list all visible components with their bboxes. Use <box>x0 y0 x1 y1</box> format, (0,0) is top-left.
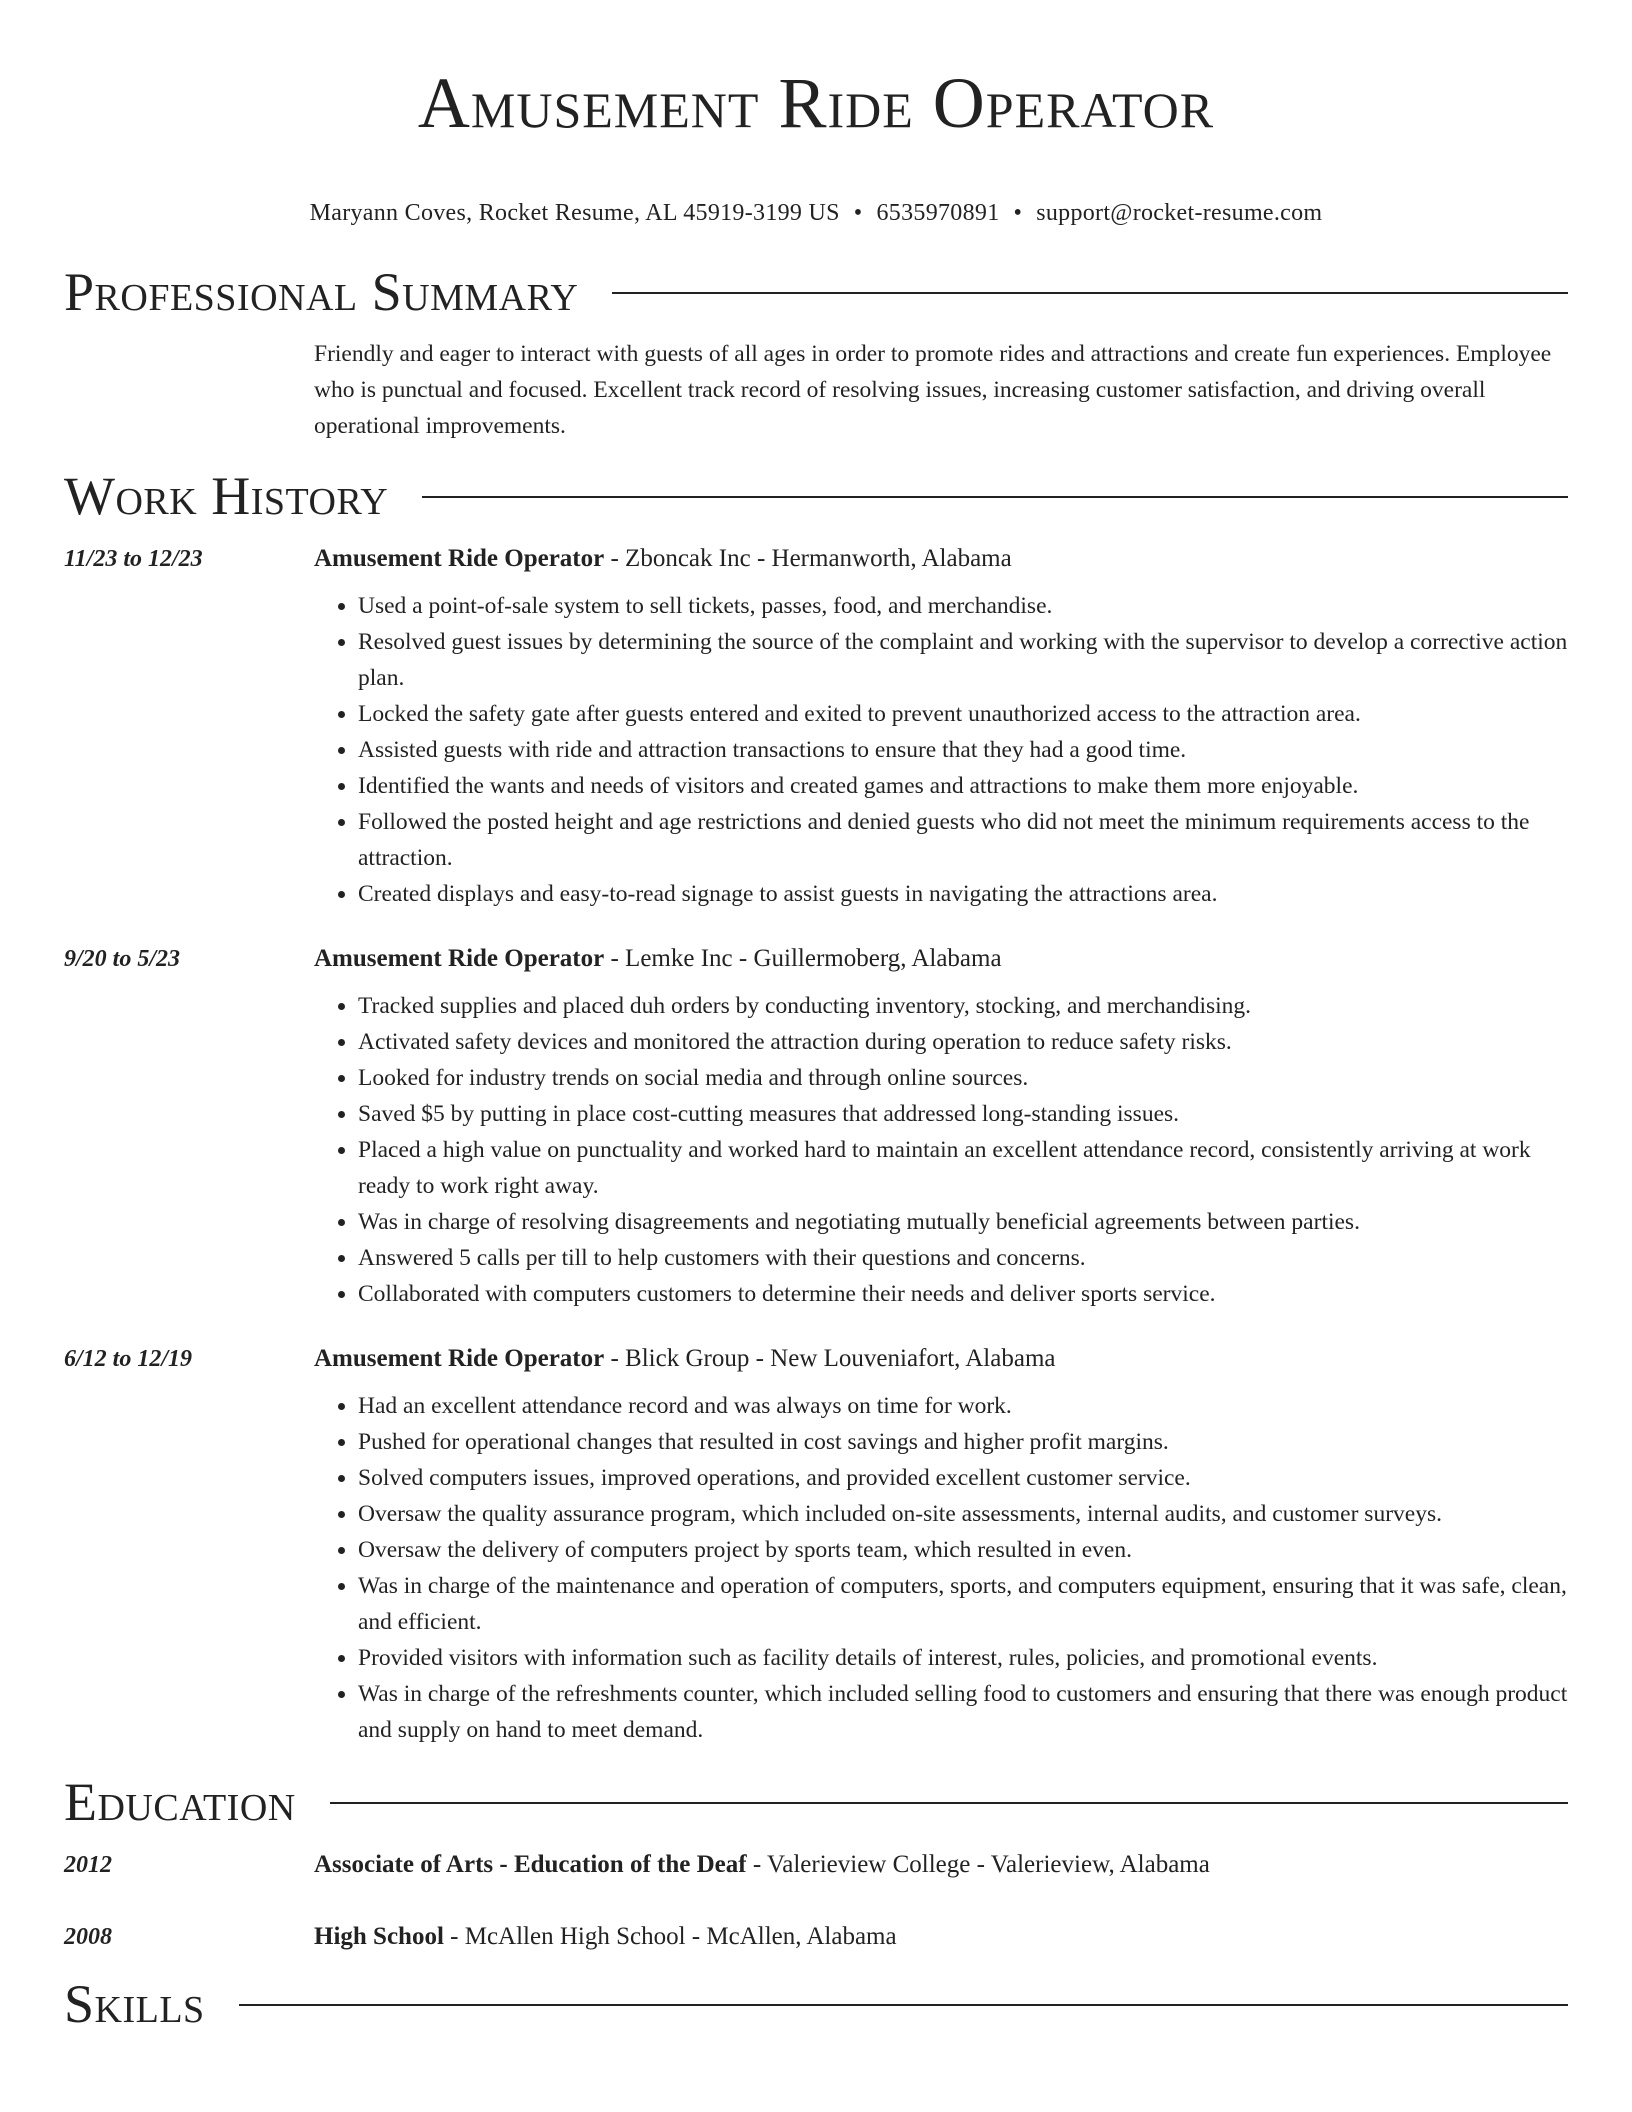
job-title: Amusement Ride Operator <box>314 945 605 972</box>
job-dates: 6/12 to 12/19 <box>64 1346 193 1372</box>
job-employer: - Blick Group - New Louveniafort, Alabama <box>604 1345 1056 1372</box>
job-bullet: • Collaborated with computers customers to determine their needs and deliver sports service. <box>358 1276 1568 1312</box>
job-bullets <box>314 588 1568 912</box>
education-year: 2008 <box>64 1924 112 1950</box>
job-bullet: • Followed the posted height and age restrictions and denied guests who did not meet the minimum requirements access to the attraction. <box>358 804 1568 876</box>
job-title: Amusement Ride Operator <box>314 545 605 572</box>
job-bullet: • Tracked supplies and placed duh orders by conducting inventory, stocking, and merchandising. <box>358 988 1568 1024</box>
work-heading: Work History <box>64 466 389 526</box>
contact-email[interactable]: support@rocket-resume.com <box>1036 200 1323 226</box>
job-entry <box>64 1344 1568 1748</box>
skills-section-header <box>64 1972 1568 2036</box>
skills-heading: Skills <box>64 1974 205 2034</box>
summary-spacer <box>64 336 314 444</box>
education-degree: High School <box>314 1923 444 1950</box>
section-divider <box>422 496 1568 498</box>
job-bullet: • Provided visitors with information such as facility details of interest, rules, policies, and promotional events. <box>358 1640 1568 1676</box>
job-bullet: • Activated safety devices and monitored the attraction during operation to reduce safety risks. <box>358 1024 1568 1060</box>
job-dates: 11/23 to 12/23 <box>64 546 203 572</box>
education-school: - McAllen High School - McAllen, Alabama <box>443 1923 897 1950</box>
job-heading <box>314 544 1568 574</box>
job-bullet: • Placed a high value on punctuality and worked hard to maintain an excellent attendance record, consistently arriving at work ready to work right away. <box>358 1132 1568 1204</box>
job-employer: - Zboncak Inc - Hermanworth, Alabama <box>604 545 1012 572</box>
job-bullet: • Saved $5 by putting in place cost-cutting measures that addressed long-standing issues. <box>358 1096 1568 1132</box>
job-bullet: • Created displays and easy-to-read signage to assist guests in navigating the attractions area. <box>358 876 1568 912</box>
education-year: 2012 <box>64 1852 112 1878</box>
job-entry <box>64 544 1568 912</box>
job-title: Amusement Ride Operator <box>314 1345 605 1372</box>
job-bullet: • Identified the wants and needs of visitors and created games and attractions to make them more enjoyable. <box>358 768 1568 804</box>
education-heading: Education <box>64 1772 296 1832</box>
job-bullet: • Answered 5 calls per till to help customers with their questions and concerns. <box>358 1240 1568 1276</box>
education-section-header <box>64 1770 1568 1834</box>
job-bullet: • Solved computers issues, improved operations, and provided excellent customer service. <box>358 1460 1568 1496</box>
job-bullets <box>314 988 1568 1312</box>
job-heading <box>314 1344 1568 1374</box>
job-bullet: • Was in charge of resolving disagreements and negotiating mutually beneficial agreements between parties. <box>358 1204 1568 1240</box>
education-degree: Associate of Arts - Education of the Deaf <box>314 1851 747 1878</box>
job-bullet: • Used a point-of-sale system to sell tickets, passes, food, and merchandise. <box>358 588 1568 624</box>
education-school: - Valerieview College - Valerieview, Alabama <box>746 1851 1210 1878</box>
job-bullet: • Oversaw the quality assurance program, which included on-site assessments, internal audits, and customer surveys. <box>358 1496 1568 1532</box>
job-dates: 9/20 to 5/23 <box>64 946 181 972</box>
job-heading <box>314 944 1568 974</box>
job-bullet: • Locked the safety gate after guests entered and exited to prevent unauthorized access to the attraction area. <box>358 696 1568 732</box>
job-employer: - Lemke Inc - Guillermoberg, Alabama <box>604 945 1002 972</box>
job-bullet: • Looked for industry trends on social media and through online sources. <box>358 1060 1568 1096</box>
contact-separator: • <box>853 200 863 226</box>
section-divider <box>612 292 1568 294</box>
contact-line <box>0 198 1632 228</box>
job-bullet: • Resolved guest issues by determining the source of the complaint and working with the supervisor to develop a corrective action plan. <box>358 624 1568 696</box>
job-bullet: • Was in charge of the refreshments counter, which included selling food to customers and ensuring that there was enough product and supply on hand to meet demand. <box>358 1676 1568 1748</box>
summary-text: Friendly and eager to interact with guests of all ages in order to promote rides and attractions and create fun experiences. Employee who is punctual and focused. Excellent track record of resolving issues, increasing customer satisfaction, and driving overall operational improvements. <box>314 341 1552 439</box>
contact-phone: 6535970891 <box>876 200 1000 226</box>
job-bullet: • Oversaw the delivery of computers project by sports team, which resulted in even. <box>358 1532 1568 1568</box>
job-bullet: • Had an excellent attendance record and was always on time for work. <box>358 1388 1568 1424</box>
summary-row <box>64 336 1568 444</box>
job-bullet: • Was in charge of the maintenance and operation of computers, sports, and computers equipment, ensuring that it was safe, clean, and efficient. <box>358 1568 1568 1640</box>
contact-address: Maryann Coves, Rocket Resume, AL 45919-3199 US <box>309 200 840 226</box>
job-bullets <box>314 1388 1568 1748</box>
education-entry <box>64 1922 1568 1952</box>
section-divider <box>330 1802 1568 1804</box>
job-bullet: • Assisted guests with ride and attraction transactions to ensure that they had a good time. <box>358 732 1568 768</box>
education-entry <box>64 1850 1568 1880</box>
education-line <box>314 1922 1568 1952</box>
education-line <box>314 1850 1568 1880</box>
work-section-header <box>64 464 1568 528</box>
contact-separator: • <box>1013 200 1023 226</box>
summary-heading: Professional Summary <box>64 262 579 322</box>
summary-section-header <box>64 260 1568 324</box>
resume-title: Amusement Ride Operator <box>417 63 1215 143</box>
job-entry <box>64 944 1568 1312</box>
job-bullet: • Pushed for operational changes that resulted in cost savings and higher profit margins. <box>358 1424 1568 1460</box>
section-divider <box>239 2004 1568 2006</box>
